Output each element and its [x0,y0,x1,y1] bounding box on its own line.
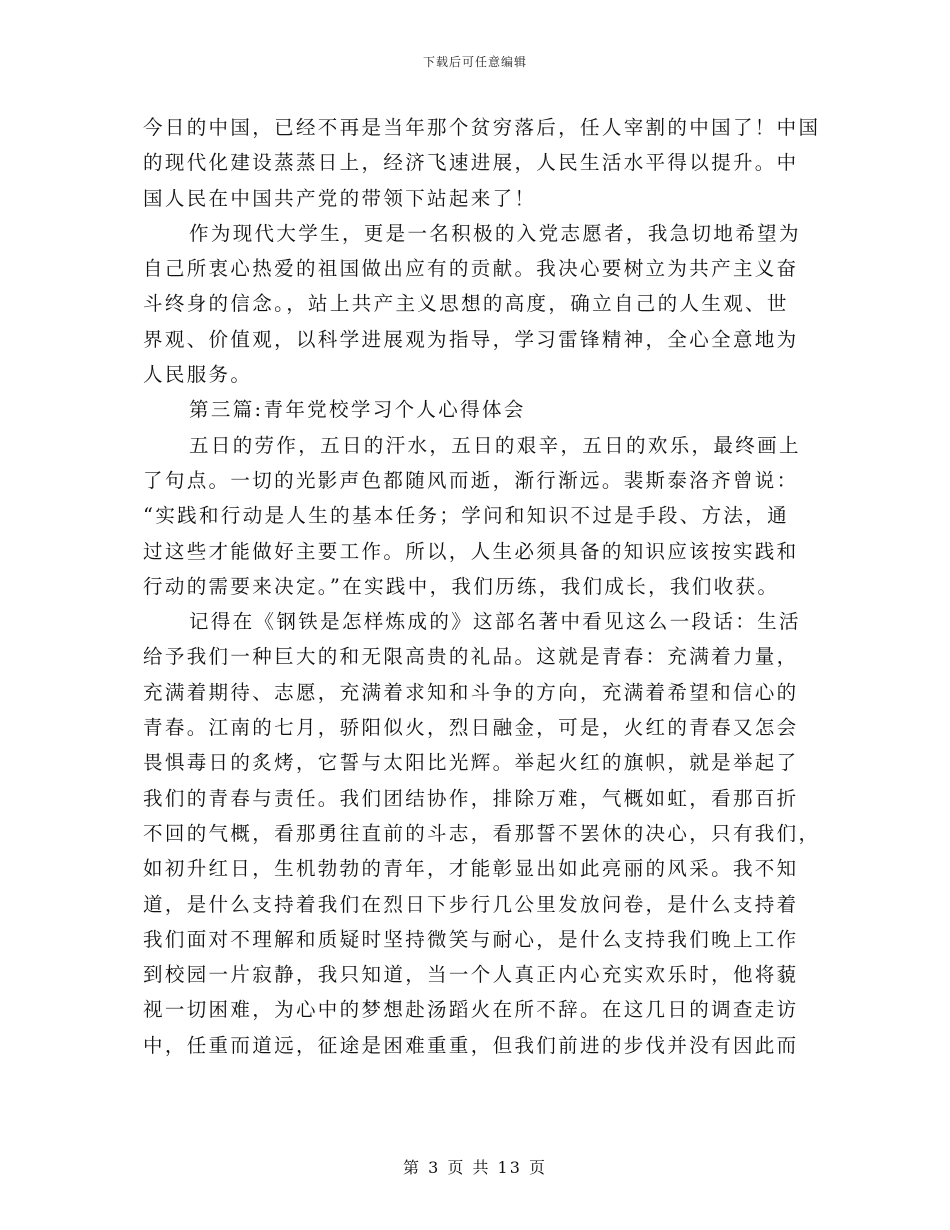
text-line: 到校园一片寂静，我只知道，当一个人真正内心充实欢乐时，他将藐 [143,963,799,987]
header-note: 下载后可任意编辑 [422,55,527,69]
text-line: 作为现代大学生，更是一名积极的入党志愿者，我急切地希望为 [189,221,801,245]
text-line: 充满着期待、志愿，充满着求知和斗争的方向，充满着希望和信心的 [143,680,799,704]
text-line: 了句点。一切的光影声色都随风而逝，渐行渐远。裴斯泰洛齐曾说： [143,468,799,492]
text-line: 不回的气概，看那勇往直前的斗志，看那誓不罢休的决心，只有我们， [143,821,821,845]
text-line: 五日的劳作，五日的汗水，五日的艰辛，五日的欢乐，最终画上 [189,433,801,457]
text-line: 第三篇:青年党校学习个人心得体会 [189,398,526,422]
text-line: 斗终身的信念。，站上共产主义思想的高度，确立自己的人生观、世 [143,292,789,316]
text-line: 界观、价值观，以科学进展观为指导，学习雷锋精神，全心全意地为 [143,327,799,351]
text-line: 中，任重而道远，征途是困难重重，但我们前进的步伐并没有因此而 [143,1033,799,1057]
text-line: 的现代化建设蒸蒸日上，经济飞速进展，人民生活水平得以提升。中 [143,151,799,175]
text-line: 国人民在中国共产党的带领下站起来了！ [143,186,537,210]
document-body [143,110,821,1063]
text-line: 自己所衷心热爱的祖国做出应有的贡献。我决心要树立为共产主义奋 [143,257,799,281]
text-line: “实践和行动是人生的基本任务；学问和知识不过是手段、方法，通 [143,504,789,528]
text-line: 道，是什么支持着我们在烈日下步行几公里发放问卷，是什么支持着 [143,892,799,916]
text-line: 今日的中国，已经不再是当年那个贫穷落后，任人宰割的中国了！中国 [143,116,821,139]
text-line: 行动的需要来决定。”在实践中，我们历练，我们成长，我们收获。 [143,574,780,598]
text-line: 视一切困难，为心中的梦想赴汤蹈火在所不辞。在这几日的调查走访 [143,998,799,1022]
page-indicator: 第 3 页 共 13 页 [403,1158,547,1177]
text-line: 畏惧毒日的炙烤，它誓与太阳比光辉。举起火红的旗帜，就是举起了 [143,751,799,775]
text-line: 给予我们一种巨大的和无限高贵的礼品。这就是青春：充满着力量， [143,645,799,669]
text-line: 过这些才能做好主要工作。所以，人生必须具备的知识应该按实践和 [143,539,799,563]
text-line: 青春。江南的七月，骄阳似火，烈日融金，可是，火红的青春又怎会 [143,716,799,740]
text-line: 人民服务。 [143,363,253,387]
text-line: 我们的青春与责任。我们团结协作，排除万难，气概如虹，看那百折 [143,786,799,810]
text-line: 如初升红日，生机勃勃的青年，才能彰显出如此亮丽的风采。我不知 [143,857,799,881]
text-line: 我们面对不理解和质疑时坚持微笑与耐心，是什么支持我们晚上工作 [143,927,799,951]
text-line: 记得在《钢铁是怎样炼成的》这部名著中看见这么一段话：生活 [189,610,801,634]
